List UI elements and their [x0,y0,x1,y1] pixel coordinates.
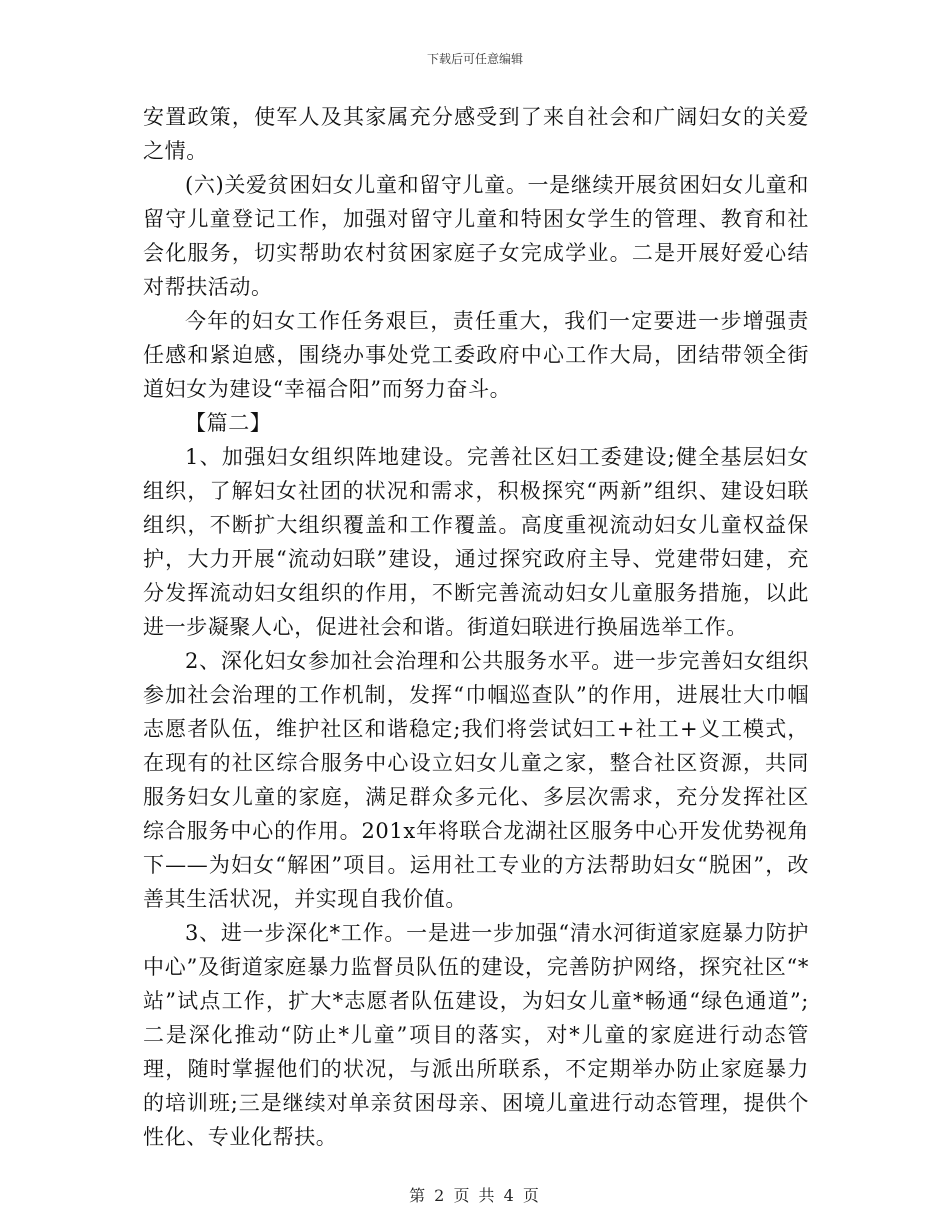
paragraph-continuation: 安置政策，使军人及其家属充分感受到了来自社会和广阔妇女的关爱之情。 [143,105,809,163]
section-heading: 【篇二】 [185,411,272,435]
paragraph-item-six: (六)关爱贫困妇女儿童和留守儿童。一是继续开展贫困妇女儿童和留守儿童登记工作，加强对留守儿童和特困女学生的管理、教育和社会化服务，切实帮助农村贫困家庭子女完成学业。二是开展好爱心结对帮扶活动。 [143,173,809,299]
paragraph-conclusion: 今年的妇女工作任务艰巨，责任重大，我们一定要进一步增强责任感和紧迫感，围绕办事处党工委政府中心工作大局，团结带领全街道妇女为建设“幸福合阳”而努力奋斗。 [143,309,809,401]
document-body [143,100,809,1154]
paragraph-item-2: 2、深化妇女参加社会治理和公共服务水平。进一步完善妇女组织参加社会治理的工作机制，发挥“巾帼巡查队”的作用，进展壮大巾帼志愿者队伍，维护社区和谐稳定;我们将尝试妇工+社工+义工模式，在现有的社区综合服务中心设立妇女儿童之家，整合社区资源，共同服务妇女儿童的家庭，满足群众多元化、多层次需求，充分发挥社区综合服务中心的作用。201x年将联合龙湖社区服务中心开发优势视角下——为妇女“解困”项目。运用社工专业的方法帮助妇女“脱困”，改善其生活状况，并实现自我价值。 [143,649,809,911]
paragraph-item-1: 1、加强妇女组织阵地建设。完善社区妇工委建设;健全基层妇女组织，了解妇女社团的状况和需求，积极探究“两新”组织、建设妇联组织，不断扩大组织覆盖和工作覆盖。高度重视流动妇女儿童权益保护，大力开展“流动妇联”建设，通过探究政府主导、党建带妇建，充分发挥流动妇女组织的作用，不断完善流动妇女儿童服务措施，以此进一步凝聚人心，促进社会和谐。街道妇联进行换届选举工作。 [143,445,809,639]
paragraph-item-3: 3、进一步深化*工作。一是进一步加强“清水河街道家庭暴力防护中心”及街道家庭暴力监督员队伍的建设，完善防护网络，探究社区“*站”试点工作，扩大*志愿者队伍建设，为妇女儿童*畅通“绿色通道”;二是深化推动“防止*儿童”项目的落实，对*儿童的家庭进行动态管理，随时掌握他们的状况，与派出所联系，不定期举办防止家庭暴力的培训班;三是继续对单亲贫困母亲、困境儿童进行动态管理，提供个性化、专业化帮扶。 [143,921,809,1149]
page-footer: 第 2 页 共 4 页 [409,1186,541,1205]
page-header: 下载后可任意编辑 [426,52,523,66]
